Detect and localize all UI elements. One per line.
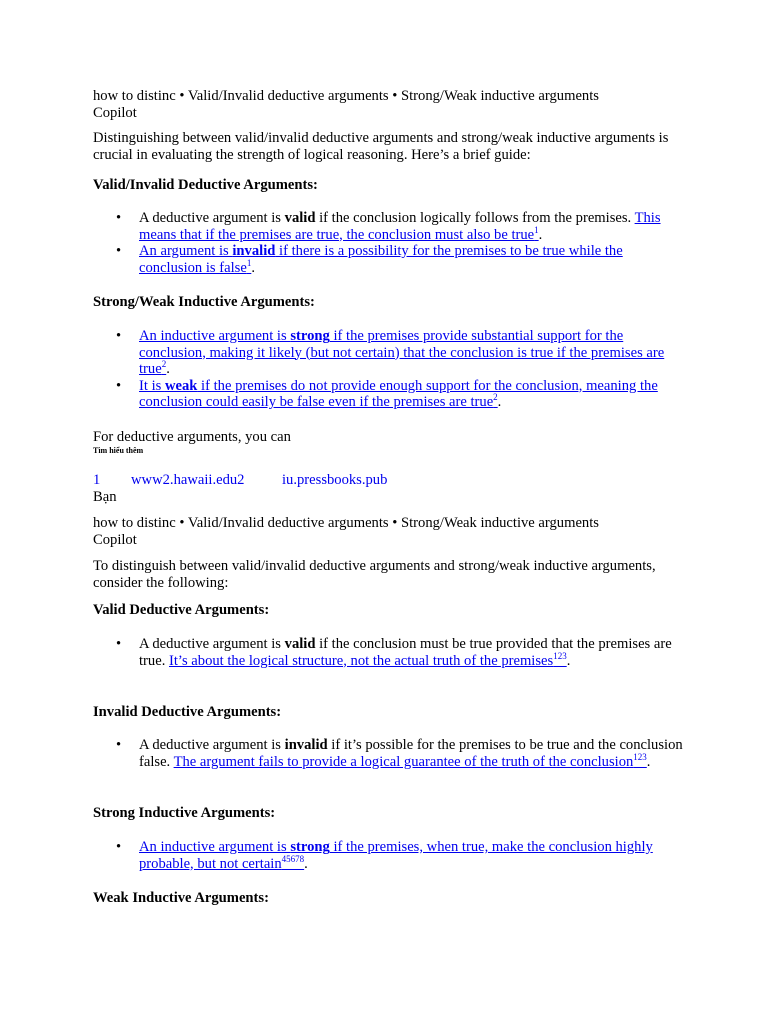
intro-paragraph (93, 130, 683, 163)
learn-more-label: Tìm hiểu thêm (93, 445, 144, 455)
source-links (93, 472, 683, 505)
section-heading (93, 294, 683, 311)
list-item: • It is weak if the premises do not provide enough support for the conclusion, meaning the conclusion could easily be false even if the premises are true$^2$. (139, 378, 683, 411)
section-heading (93, 602, 683, 619)
heading-strong-weak-inductive: Strong/Weak Inductive Arguments: (93, 294, 315, 310)
heading-invalid-deductive: Invalid Deductive Arguments: (93, 704, 282, 720)
list-item: • A deductive argument is invalid if it’s possible for the premises to be true and the conclusion false. The argument fails to provide a logical guarantee of the truth of the conclusion$^{123}$. (139, 737, 683, 770)
bullet-list (93, 737, 683, 770)
speaker-label: Copilot (93, 104, 137, 121)
bullet-list (93, 210, 683, 276)
section-heading (93, 704, 683, 721)
citation-link[interactable]: It is weak if the premises do not provide enough support for the conclusion, meaning the conclusion could easily be false even if the premises are true$^2$ (139, 377, 658, 410)
section-heading (93, 177, 683, 194)
heading-weak-inductive: Weak Inductive Arguments: (93, 890, 269, 906)
chat-block-2 (93, 515, 683, 548)
citation-link[interactable]: An argument is invalid if there is a possibility for the premises to be true while the conclusion is false$^1$ (139, 243, 623, 276)
citation-link[interactable]: An inductive argument is strong if the premises, when true, make the conclusion highly probable, but not certain$^{45678}$ (139, 839, 653, 872)
list-item: • A deductive argument is valid if the conclusion must be true provided that the premises are true. It’s about the logical structure, not the actual truth of the premises$^{123}$. (139, 636, 683, 669)
user-query: how to distinc • Valid/Invalid deductive arguments • Strong/Weak inductive arguments (93, 88, 599, 104)
truncated-sentence: For deductive arguments, you can (93, 429, 291, 445)
speaker-label: Copilot (93, 531, 137, 548)
list-item: • An inductive argument is strong if the premises provide substantial support for the conclusion, making it likely (but not certain) that the conclusion is true if the premises are true$^2$. (139, 328, 683, 378)
trailing-text (93, 429, 683, 456)
section-heading (93, 805, 683, 822)
heading-valid-deductive: Valid Deductive Arguments: (93, 602, 270, 618)
citation-link[interactable]: An inductive argument is strong if the premises provide substantial support for the conclusion, making it likely (but not certain) that the conclusion is true if the premises are true$^2$ (139, 328, 665, 377)
source-link-pressbooks[interactable]: iu.pressbooks.pub (282, 472, 388, 488)
bullet-list (93, 839, 683, 872)
citation-link[interactable]: It’s about the logical structure, not the actual truth of the premises$^{123}$ (169, 650, 567, 669)
bullet-list (93, 328, 683, 411)
intro-text: Distinguishing between valid/invalid deductive arguments and strong/weak inductive arguments is crucial in evaluating the strength of logical reasoning. Here’s a brief guide: (93, 130, 669, 163)
source-link-1[interactable]: 1 (93, 472, 101, 488)
section-heading (93, 890, 683, 907)
list-item: • A deductive argument is valid if the conclusion logically follows from the premises. This means that if the premises are true, the conclusion must also be true$^1$. (139, 210, 683, 243)
user-query: how to distinc • Valid/Invalid deductive arguments • Strong/Weak inductive arguments (93, 515, 599, 531)
citation-link[interactable]: The argument fails to provide a logical guarantee of the truth of the conclusion$^{123}$ (173, 751, 647, 770)
intro-text: To distinguish between valid/invalid deductive arguments and strong/weak inductive arguments, consider the following: (93, 558, 656, 591)
source-link-hawaii[interactable]: www2.hawaii.edu2 (131, 472, 245, 488)
list-item: • An argument is invalid if there is a possibility for the premises to be true while the conclusion is false$^1$. (139, 243, 683, 276)
intro-paragraph (93, 558, 683, 591)
list-item: • An inductive argument is strong if the premises, when true, make the conclusion highly probable, but not certain$^{45678}$. (139, 839, 683, 872)
citation-link[interactable]: This means that if the premises are true, the conclusion must also be true$^1$ (139, 210, 661, 243)
bullet-list (93, 636, 683, 669)
user-label: Bạn (93, 488, 117, 505)
heading-strong-inductive: Strong Inductive Arguments: (93, 805, 276, 821)
chat-block-1 (93, 88, 683, 121)
heading-valid-invalid-deductive: Valid/Invalid Deductive Arguments: (93, 177, 318, 193)
